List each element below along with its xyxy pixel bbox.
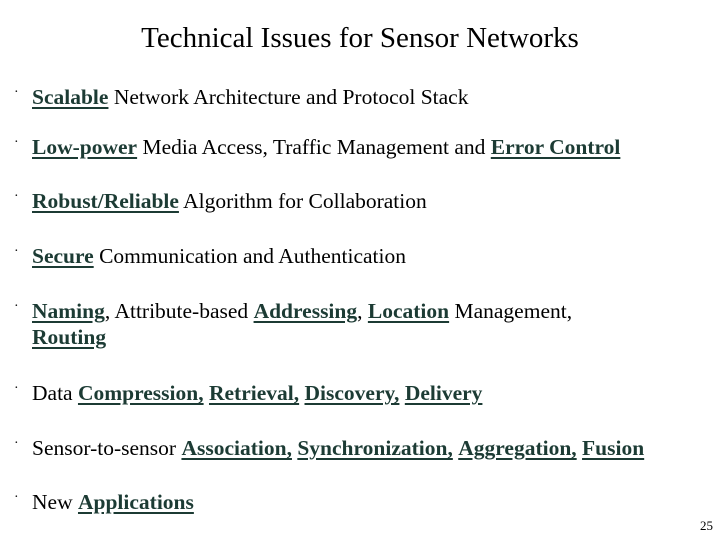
bullet-text-segment: Management, [449, 299, 573, 323]
emphasized-term: Compression, [77, 381, 204, 405]
bullet-dot-icon: · [14, 436, 19, 451]
bullet-text-segment: Media Access, Traffic Management and [137, 135, 491, 159]
emphasized-term: Retrieval, [208, 381, 300, 405]
emphasized-term: Naming [32, 299, 105, 323]
emphasized-term: Robust/Reliable [32, 189, 179, 213]
bullet-text [32, 298, 572, 350]
emphasized-term: Low-power [32, 135, 138, 159]
slide-title: Technical Issues for Sensor Networks [141, 22, 579, 54]
emphasized-term: Secure [32, 244, 94, 268]
bullet-text-segment: Sensor-to-sensor [32, 436, 182, 460]
bullet-dot-icon: · [14, 299, 19, 314]
emphasized-term: Association, [181, 436, 292, 460]
emphasized-term: Error Control [490, 135, 621, 159]
emphasized-term: Applications [77, 490, 194, 514]
bullet-text [32, 489, 194, 515]
bullet-text [32, 134, 620, 160]
bullet-text [32, 380, 482, 406]
bullet-text-segment: New [32, 490, 78, 514]
emphasized-term: Aggregation, [458, 436, 577, 460]
bullet-dot-icon: · [14, 490, 19, 505]
emphasized-term: Discovery, [304, 381, 400, 405]
bullet-dot-icon: · [14, 244, 19, 259]
bullet-continuation-line [32, 324, 572, 350]
emphasized-term: Synchronization, [297, 436, 453, 460]
bullet-text-segment: , [357, 299, 368, 323]
bullet-text-segment: , Attribute-based [104, 299, 254, 323]
bullet-text-segment: Communication and Authentication [93, 244, 406, 268]
emphasized-term: Scalable [32, 85, 109, 109]
bullet-text-segment: Data [32, 381, 78, 405]
bullet-text-segment: Network Architecture and Protocol Stack [108, 85, 469, 109]
page-number: 25 [700, 518, 713, 533]
bullet-dot-icon: · [14, 189, 19, 204]
bullet-text [32, 435, 644, 461]
emphasized-term: Addressing [253, 299, 358, 323]
bullet-dot-icon: · [14, 85, 19, 100]
emphasized-term: Routing [32, 325, 107, 349]
bullet-text [32, 188, 427, 214]
emphasized-term: Location [367, 299, 450, 323]
bullet-text [32, 243, 406, 269]
emphasized-term: Delivery [404, 381, 483, 405]
emphasized-term: Fusion [582, 436, 645, 460]
bullet-text [32, 84, 468, 110]
bullet-dot-icon: · [14, 381, 19, 396]
bullet-text-segment: Algorithm for Collaboration [178, 189, 427, 213]
bullet-dot-icon: · [14, 135, 19, 150]
